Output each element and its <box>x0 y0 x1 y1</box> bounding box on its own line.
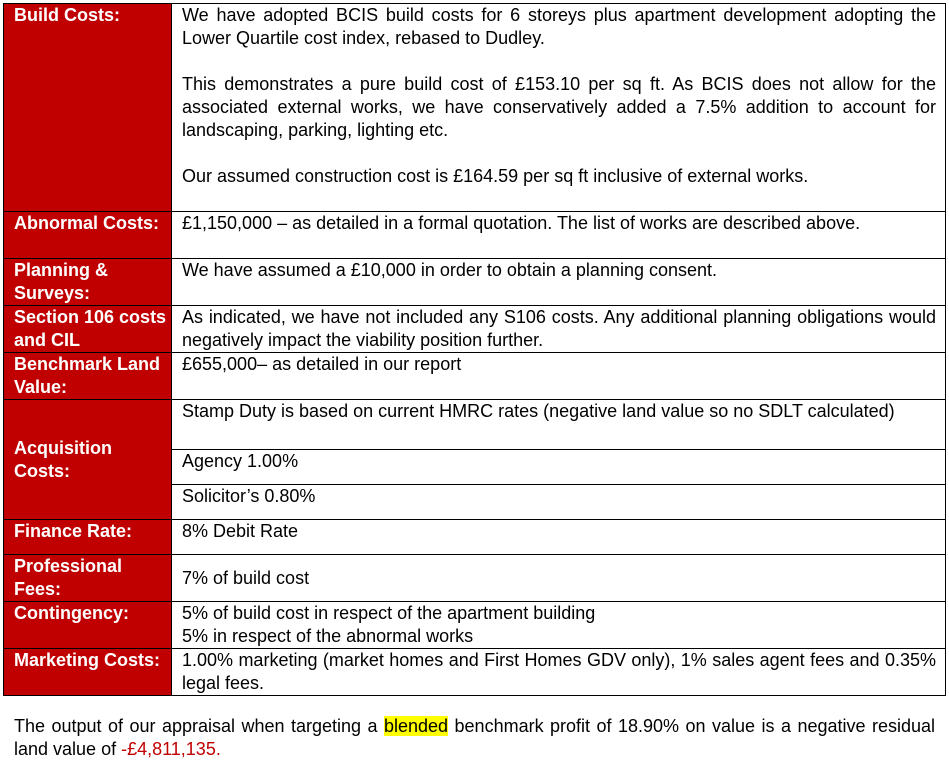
build-costs-paragraph-3: Our assumed construction cost is £164.59 per sq ft inclusive of external works. <box>182 166 809 186</box>
row-value-abnormal-costs: £1,150,000 – as detailed in a formal quotation. The list of works are described above. <box>172 212 946 259</box>
row-value-planning-surveys: We have assumed a £10,000 in order to obtain a planning consent. <box>172 259 946 306</box>
row-label-abnormal-costs: Abnormal Costs: <box>4 212 172 259</box>
row-value-stamp-duty: Stamp Duty is based on current HMRC rates (negative land value so no SDLT calculated) <box>172 400 946 450</box>
row-label-section-106: Section 106 costs and CIL <box>4 306 172 353</box>
table-row <box>4 649 946 696</box>
table-row <box>4 306 946 353</box>
row-value-marketing-costs: 1.00% marketing (market homes and First Homes GDV only), 1% sales agent fees and 0.35% legal fees. <box>172 649 946 696</box>
row-label-build-costs: Build Costs: <box>4 4 172 212</box>
row-value-benchmark-land-value: £655,000– as detailed in our report <box>172 353 946 400</box>
highlighted-word: blended <box>383 716 449 736</box>
table-row <box>4 259 946 306</box>
conclusion-paragraph <box>14 715 935 761</box>
row-label-finance-rate: Finance Rate: <box>4 520 172 555</box>
row-value-contingency <box>172 602 946 649</box>
contingency-line-1: 5% of build cost in respect of the apartment building <box>182 603 596 623</box>
assumptions-table <box>3 3 946 696</box>
table-row <box>4 212 946 259</box>
residual-land-value: -£4,811,135. <box>121 739 221 759</box>
row-value-professional-fees: 7% of build cost <box>172 555 946 602</box>
row-value-agency: Agency 1.00% <box>172 450 946 485</box>
row-value-section-106: As indicated, we have not included any S106 costs. Any additional planning obligations would negatively impact the viability position further. <box>172 306 946 353</box>
build-costs-paragraph-1: We have adopted BCIS build costs for 6 storeys plus apartment development adopting the Lower Quartile cost index, rebased to Dudley. <box>182 5 936 48</box>
table-row <box>4 520 946 555</box>
conclusion-text-start: The output of our appraisal when targeting a <box>14 716 384 736</box>
conclusion-text-end: benchmark profit of 18.90% on value is a negative residual land value of <box>14 716 936 759</box>
row-label-marketing-costs: Marketing Costs: <box>4 649 172 696</box>
row-value-solicitor: Solicitor’s 0.80% <box>172 485 946 520</box>
row-label-planning-surveys: Planning & Surveys: <box>4 259 172 306</box>
table-row <box>4 602 946 649</box>
row-label-professional-fees: Professional Fees: <box>4 555 172 602</box>
row-label-contingency: Contingency: <box>4 602 172 649</box>
row-value-finance-rate: 8% Debit Rate <box>172 520 946 555</box>
table-row <box>4 555 946 602</box>
build-costs-paragraph-2: This demonstrates a pure build cost of £153.10 per sq ft. As BCIS does not allow for the associated external works, we have conservatively added a 7.5% addition to account for landscaping, parking, lighting etc. <box>182 74 936 140</box>
row-value-build-costs <box>172 4 946 212</box>
table-row <box>4 400 946 450</box>
table-row <box>4 353 946 400</box>
table-row <box>4 4 946 212</box>
row-label-acquisition-costs: Acquisition Costs: <box>4 400 172 520</box>
contingency-line-2: 5% in respect of the abnormal works <box>182 626 474 646</box>
row-label-benchmark-land-value: Benchmark Land Value: <box>4 353 172 400</box>
